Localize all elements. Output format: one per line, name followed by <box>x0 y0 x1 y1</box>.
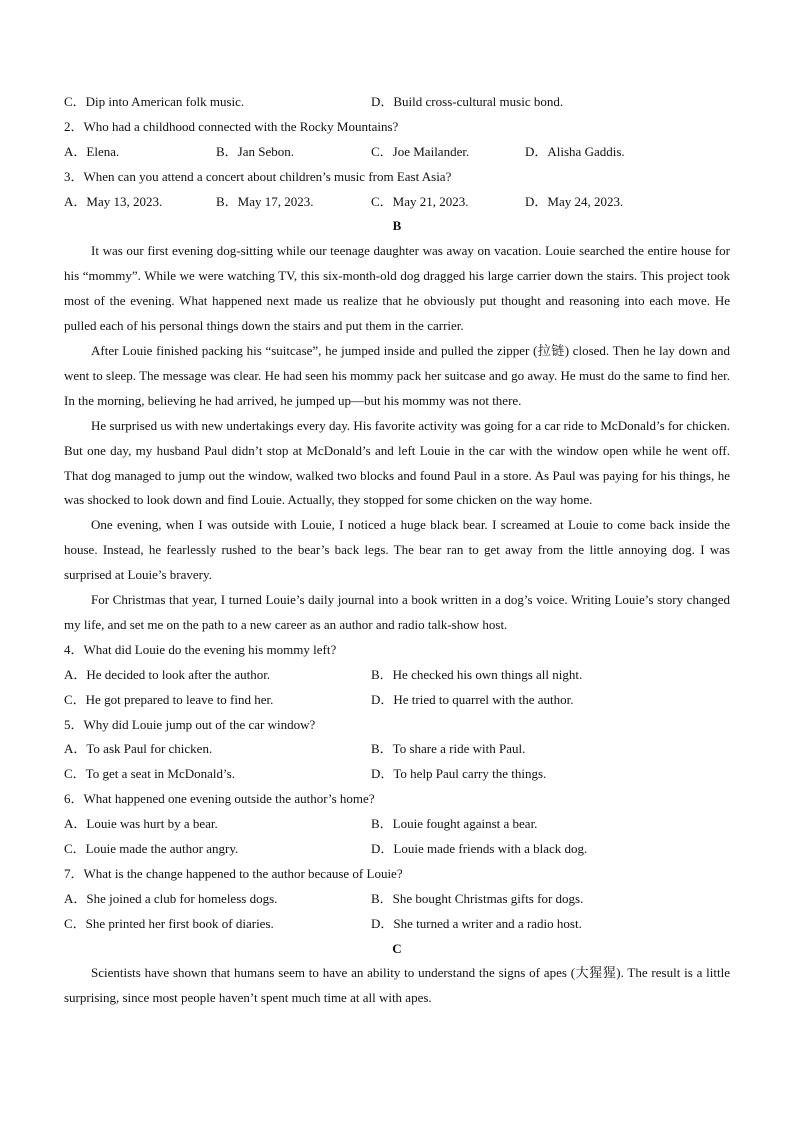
passage-b-paragraph-3: He surprised us with new undertakings every day. His favorite activity was going for a car ride to McDonald’s for chicken. But one day, my husband Paul didn’t stop at McDonald’s and left Louie in the car with the window open while he went off. That dog managed to jump out the window, walked two blocks and found Paul in a store. As Paul was paying for his things, he was shocked to look down and find Louie. Actually, they stopped for some chicken on the way home. <box>64 417 730 508</box>
q6-options-row-2 <box>64 837 730 862</box>
q4-options-row-2 <box>64 688 730 713</box>
q6-options-row-1 <box>64 812 730 837</box>
q6-option-c: C．Louie made the author angry. <box>64 840 239 856</box>
exam-page <box>64 90 730 1011</box>
q7-option-a: A．She joined a club for homeless dogs. <box>64 890 278 906</box>
q1-options-row <box>64 90 730 115</box>
passage-b-paragraph-2: After Louie finished packing his “suitcase”, he jumped inside and pulled the zipper (拉链) closed. Then he lay down and went to sleep. The message was clear. He had seen his mommy pack her suitcase and go away. He must do the same to find her. In the morning, believing he had arrived, he jumped up—but his mommy was not there. <box>64 342 730 408</box>
q6-option-b: B．Louie fought against a bear. <box>371 816 538 832</box>
q6-option-d: D．Louie made friends with a black dog. <box>371 840 588 856</box>
q7-option-c: C．She printed her first book of diaries. <box>64 915 274 931</box>
q3-option-a: A．May 13, 2023. <box>64 193 163 209</box>
q4-option-d: D．He tried to quarrel with the author. <box>371 691 574 707</box>
section-b-heading: B <box>392 218 402 234</box>
q6-stem: 6．What happened one evening outside the author’s home? <box>64 791 375 807</box>
q2-option-d: D．Alisha Gaddis. <box>525 143 625 159</box>
q4-options-row-1 <box>64 663 730 688</box>
q5-option-a: A．To ask Paul for chicken. <box>64 741 213 757</box>
q1-option-d: D．Build cross-cultural music bond. <box>371 94 564 109</box>
q7-options-row-1 <box>64 887 730 912</box>
q2-option-b: B．Jan Sebon. <box>216 143 295 159</box>
q2-stem: 2．Who had a childhood connected with the Rocky Mountains? <box>64 118 399 134</box>
q5-stem: 5．Why did Louie jump out of the car window? <box>64 716 316 732</box>
q2-option-c: C．Joe Mailander. <box>371 143 470 159</box>
passage-c-paragraph-1: Scientists have shown that humans seem to have an ability to understand the signs of apes (大猩猩). The result is a little surprising, since most people haven’t spent much time at all with apes. <box>64 965 730 1006</box>
q1-option-c: C．Dip into American folk music. <box>64 94 245 109</box>
q7-option-b: B．She bought Christmas gifts for dogs. <box>371 890 584 906</box>
q4-option-b: B．He checked his own things all night. <box>371 666 583 682</box>
q5-option-d: D．To help Paul carry the things. <box>371 766 547 782</box>
q5-option-b: B．To share a ride with Paul. <box>371 741 526 757</box>
q5-option-c: C．To get a seat in McDonald’s. <box>64 766 235 782</box>
q3-option-c: C．May 21, 2023. <box>371 193 469 209</box>
q5-options-row-2 <box>64 762 730 787</box>
q7-stem: 7．What is the change happened to the author because of Louie? <box>64 865 403 881</box>
q3-stem: 3．When can you attend a concert about children’s music from East Asia? <box>64 168 452 184</box>
q4-stem: 4．What did Louie do the evening his mommy left? <box>64 641 337 657</box>
q2-options-row <box>64 140 730 165</box>
passage-b-paragraph-5: For Christmas that year, I turned Louie’s daily journal into a book written in a dog’s voice. Writing Louie’s story changed my life, and set me on the path to a new career as an author and radio talk-show host. <box>64 592 730 632</box>
q4-option-a: A．He decided to look after the author. <box>64 666 271 682</box>
q6-option-a: A．Louie was hurt by a bear. <box>64 816 218 832</box>
q3-option-b: B．May 17, 2023. <box>216 193 314 209</box>
q5-options-row-1 <box>64 737 730 762</box>
q7-option-d: D．She turned a writer and a radio host. <box>371 915 582 931</box>
q3-option-d: D．May 24, 2023. <box>525 193 624 209</box>
q4-option-c: C．He got prepared to leave to find her. <box>64 691 274 707</box>
section-c-heading: C <box>392 940 402 956</box>
q3-options-row <box>64 190 730 215</box>
passage-b-paragraph-4: One evening, when I was outside with Louie, I noticed a huge black bear. I screamed at Louie to come back inside the house. Instead, he fearlessly rushed to the bear’s back legs. The bear ran to get away from the little annoying dog. I was surprised at Louie’s bravery. <box>64 517 730 583</box>
q2-option-a: A．Elena. <box>64 143 120 159</box>
passage-b-paragraph-1: It was our first evening dog-sitting while our teenage daughter was away on vacation. Louie searched the entire house for his “mommy”. While we were watching TV, this six-month-old dog dragged his large carrier down the stairs. This project took most of the evening. What happened next made us realize that he obviously put thought and reasoning into each move. He pulled each of his personal things down the stairs and put them in the carrier. <box>64 243 730 334</box>
q7-options-row-2 <box>64 912 730 937</box>
